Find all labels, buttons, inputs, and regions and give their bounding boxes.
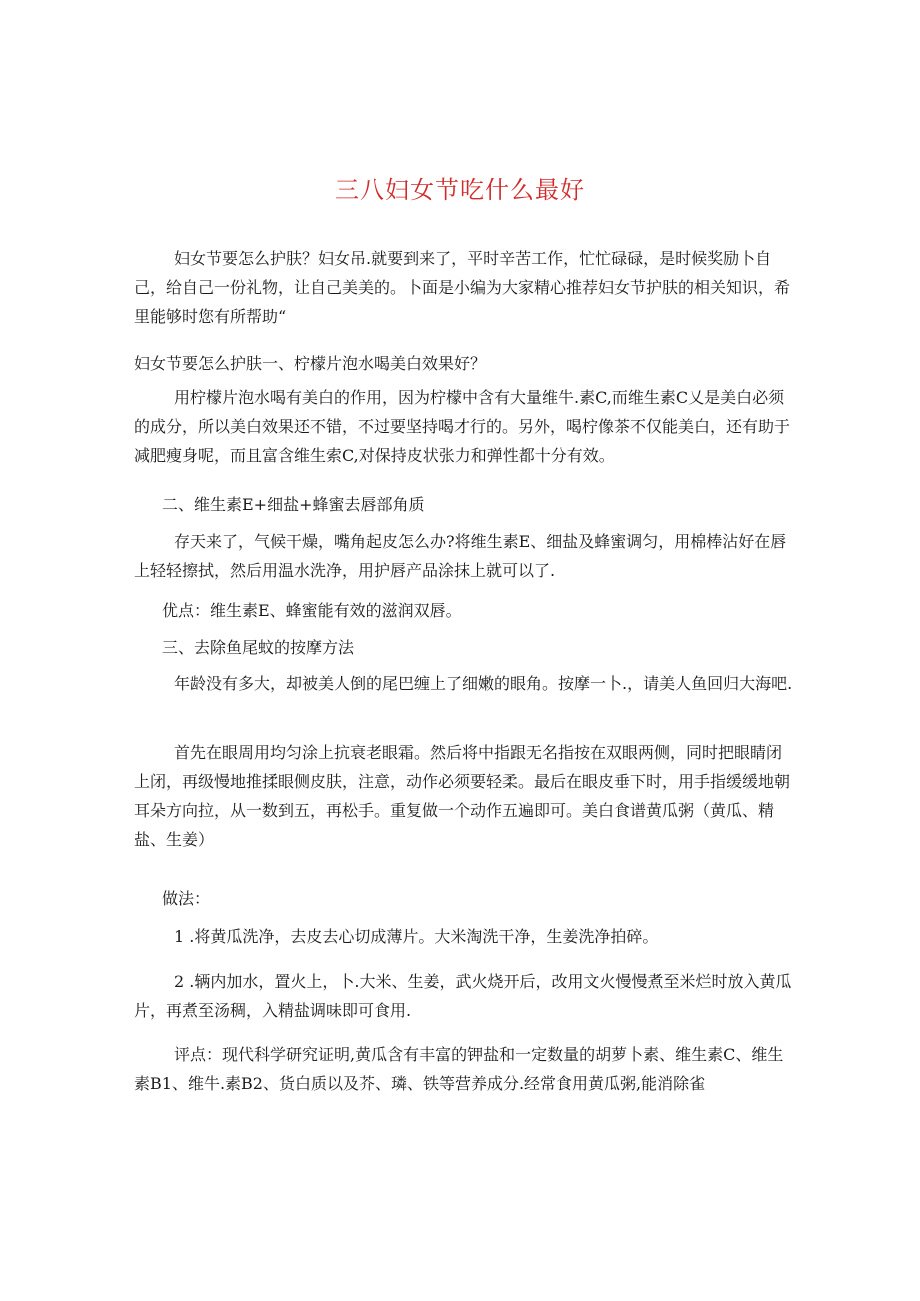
document-title: 三八妇女节吃什么最好 xyxy=(335,176,585,204)
paragraph-heading-1: 妇女节要怎么护肤一、柠檬片泡水喝美白效果好？ xyxy=(134,354,487,373)
paragraph-comment: 评点：现代科学研究证明,黄瓜含有丰富的钾盐和一定数量的胡萝卜素、维生素C、维生素B1、维牛.素B2、货白质以及芥、璘、铁等营养成分.经常食用黄瓜粥,能消除雀 xyxy=(134,1045,784,1093)
paragraph-heading-2: 二、维生素E+细盐+蜂蜜去唇部角质 xyxy=(162,495,425,514)
paragraph-lips: 存天来了，气候干燥，嘴角起皮怎么办?将维生素E、细盐及蜂蜜调匀，用棉棒沾好在唇上轻轻擦拭，然后用温水洗净，用护唇产品涂抹上就可以了. xyxy=(134,532,787,580)
paragraph-eye-intro: 年龄没有多大，却被美人倒的尾巴缠上了细嫩的眼角。按摩一卜.，请美人鱼回归大海吧. xyxy=(174,674,793,693)
paragraph-step-1: 1 .将黄瓜洗净，去皮去心切成薄片。大米淘洗干净，生姜洗净拍碎。 xyxy=(174,927,659,946)
paragraph-method-label: 做法： xyxy=(162,889,211,908)
paragraph-advantage: 优点：维生素E、蜂蜜能有效的滋润双唇。 xyxy=(162,601,462,620)
paragraph-massage: 首先在眼周用均匀涂上抗衰老眼霜。然后将中指跟无名指按在双眼两侧，同时把眼睛闭上闭，再级慢地推揉眼侧皮肤，注意，动作必须要轻柔。最后在眼皮垂下时，用手指缓缓地朝耳朵方向拉，从一数到五，再松手。重复做一个动作五遍即可。美白食谱黄瓜粥（黄瓜、精盐、生姜） xyxy=(134,743,791,849)
paragraph-intro: 妇女节要怎么护肤？妇女吊.就要到来了，平时辛苦工作，忙忙碌碌，是时候奖励卜自己，给自己一份礼物，让自己美美的。卜面是小编为大家精心推荐妇女节护肤的相关知识，希里能够时您有所帮助“ xyxy=(134,249,791,326)
paragraph-step-2: 2 .辆内加水，置火上，卜.大米、生姜，武火烧开后，改用文火慢慢煮至米烂时放入黄瓜片，再煮至汤稠，入精盐调味即可食用. xyxy=(134,972,792,1020)
paragraph-lemon: 用柠檬片泡水喝有美白的作用，因为柠檬中含有大量维牛.素C,而维生素C乂是美白必须的成分，所以美白效果还不错，不过要坚持喝才行的。另外，喝柠像茶不仅能美白，还有助于减肥瘦身呢，而且富含维生索C,对保持皮状张力和弹性都十分有效。 xyxy=(134,388,791,465)
paragraph-heading-3: 三、去除鱼尾蚊的按摩方法 xyxy=(162,638,355,657)
